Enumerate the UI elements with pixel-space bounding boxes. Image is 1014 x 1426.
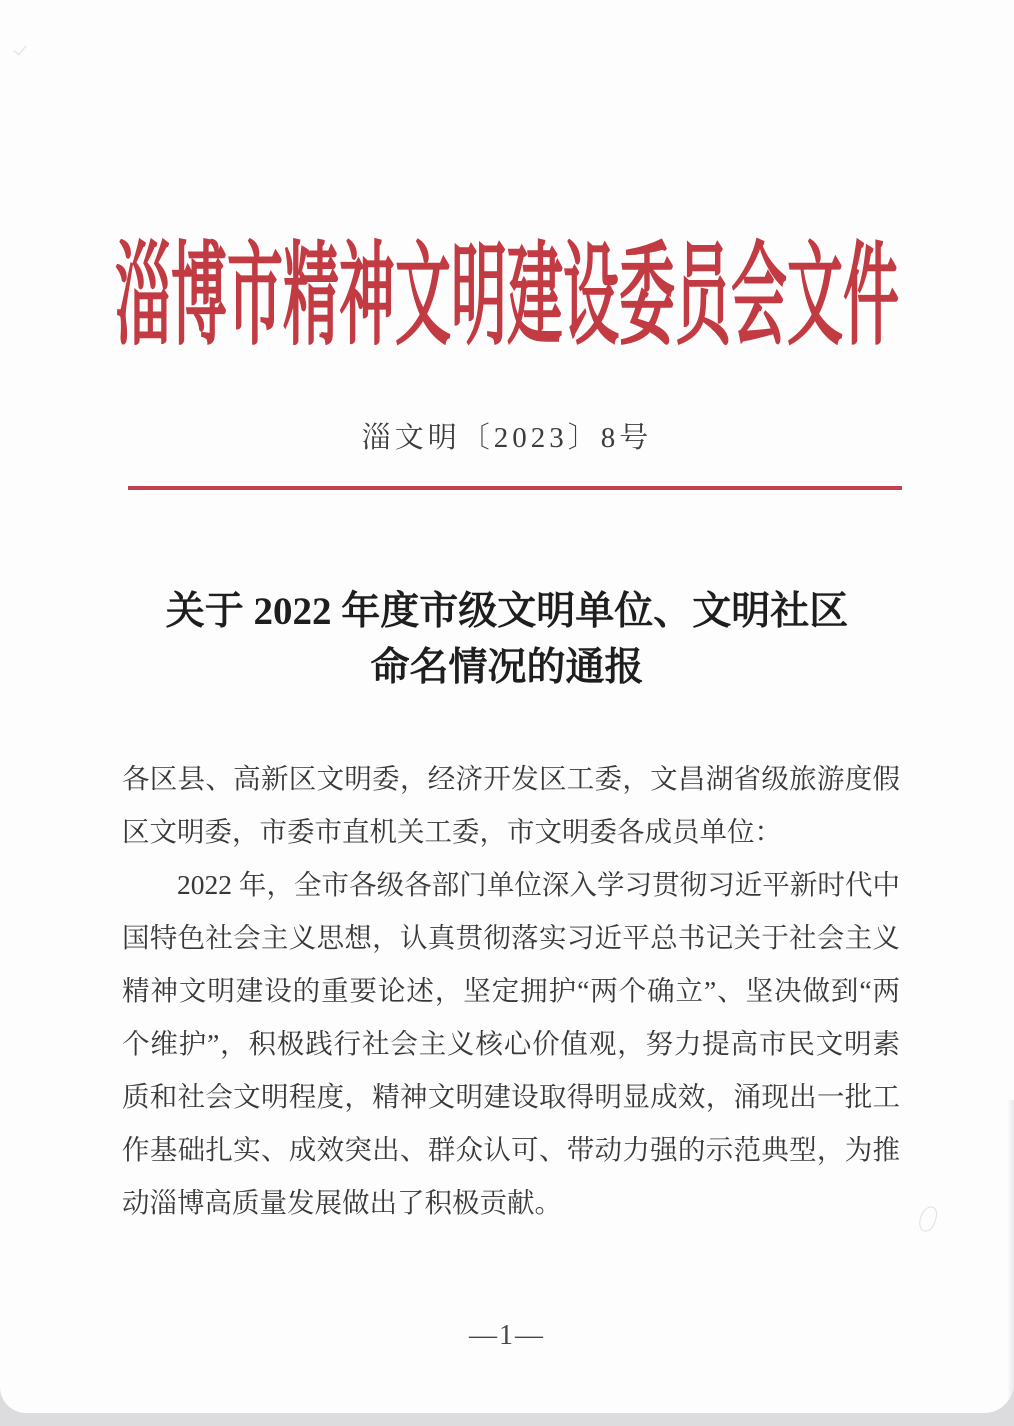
page-number: —1—	[469, 1320, 545, 1351]
body-line: 动淄博高质量发展做出了积极贡献。	[122, 1187, 562, 1218]
document-body	[122, 752, 900, 1229]
salutation-line: 各区县、高新区文明委，经济开发区工委，文昌湖省级旅游度假	[122, 763, 900, 794]
salutation-line: 区文明委，市委市直机关工委，市文明委各成员单位：	[122, 816, 782, 847]
scan-artifact-checkmark	[13, 42, 26, 56]
masthead-issuer-text: 淄博市精神文明建设委员会文件	[115, 235, 899, 359]
body-line: 个维护”，积极践行社会主义核心价值观，努力提高市民文明素	[122, 1028, 900, 1059]
document-title-line-1: 关于 2022 年度市级文明单位、文明社区	[165, 590, 849, 633]
body-line: 2022 年，全市各级各部门单位深入学习贯彻习近平新时代中	[177, 869, 900, 900]
document-title-line-2: 命名情况的通报	[370, 646, 644, 689]
scan-artifact-squiggle	[917, 1204, 939, 1233]
page-edge-shading	[1007, 1100, 1014, 1413]
body-line: 质和社会文明程度，精神文明建设取得明显成效，涌现出一批工	[122, 1081, 900, 1112]
document-number: 淄文明〔2023〕8号	[361, 422, 653, 454]
body-line: 国特色社会主义思想，认真贯彻落实习近平总书记关于社会主义	[122, 922, 900, 953]
body-line: 精神文明建设的重要论述，坚定拥护“两个确立”、坚决做到“两	[122, 975, 900, 1006]
red-divider-line	[128, 486, 902, 490]
body-line: 作基础扎实、成效突出、群众认可、带动力强的示范典型，为推	[122, 1134, 900, 1165]
document-masthead	[0, 235, 1014, 359]
document-title	[0, 584, 1014, 696]
